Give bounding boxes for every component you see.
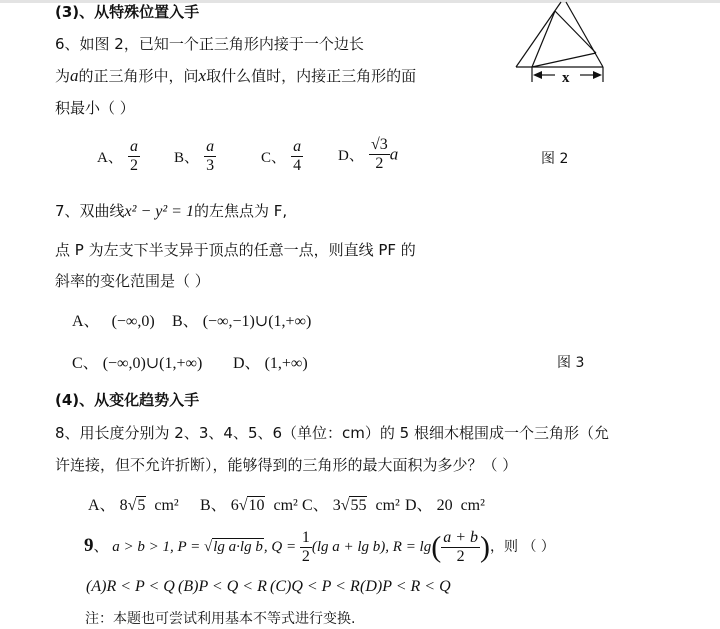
fraction <box>128 138 140 175</box>
numerator: a <box>129 138 138 155</box>
q8-option-c[interactable] <box>302 492 400 515</box>
numerator: a + b <box>443 529 479 547</box>
section-4-heading: (4)、从变化趋势入手 <box>55 391 200 409</box>
var-a: a <box>389 144 399 164</box>
denominator: 2 <box>456 548 465 566</box>
fraction <box>291 138 303 175</box>
option-value: P < Q < R <box>198 578 267 595</box>
unit: cm² <box>460 497 485 514</box>
option-label: A、 <box>88 497 116 514</box>
option-label: B、 <box>200 497 227 514</box>
hyperbola-equation: x² − y² = 1 <box>124 203 194 220</box>
q6-option-c[interactable] <box>261 138 303 175</box>
figure-2-triangle-diagram <box>500 0 620 95</box>
denominator: 4 <box>293 157 302 174</box>
numerator: √3 <box>370 136 388 153</box>
q6-line-3: 积最小（ ） <box>55 99 135 117</box>
option-label: B、 <box>172 313 199 330</box>
square-root: √5 <box>127 497 146 514</box>
option-value: (−∞,0) <box>111 313 155 330</box>
q6-text: 的正三角形中，问 <box>78 67 199 85</box>
figure-2-caption: 图 2 <box>541 151 569 167</box>
unit: cm² <box>273 497 298 514</box>
figure-3-caption: 图 3 <box>557 355 585 371</box>
q9-number: 9 <box>84 535 94 556</box>
numerator: a <box>293 138 302 155</box>
option-value: P < R < Q <box>382 578 451 595</box>
q7-line-2: 点 P 为左支下半支异于顶点的任意一点，则直线 PF 的 <box>55 241 416 259</box>
denominator: 3 <box>206 157 215 174</box>
section-3-heading: (3)、从特殊位置入手 <box>55 3 200 21</box>
q7-text: 的左焦点为 F, <box>193 202 288 220</box>
option-value: (−∞,0)∪(1,+∞) <box>102 355 203 372</box>
paren-close: ) <box>480 530 491 564</box>
option-label: (C) <box>270 578 292 595</box>
option-label: D、 <box>405 497 433 514</box>
coefficient: 6 <box>230 497 239 514</box>
q9-statement <box>84 528 555 566</box>
radicand: 5 <box>137 497 146 514</box>
coefficient: 3 <box>332 497 341 514</box>
unit: cm² <box>375 497 400 514</box>
separator: 、 <box>93 539 109 555</box>
option-value: (−∞,−1)∪(1,+∞) <box>202 313 312 330</box>
radicand: 10 <box>248 497 265 514</box>
coefficient: 8 <box>119 497 128 514</box>
q7-line-3: 斜率的变化范围是（ ） <box>55 272 210 290</box>
q7-option-c[interactable] <box>72 350 202 373</box>
denominator: 2 <box>375 155 384 172</box>
q6-option-b[interactable] <box>174 138 216 175</box>
numerator: 1 <box>301 529 310 547</box>
option-label: C、 <box>261 150 287 166</box>
option-value: R < P < Q <box>106 578 175 595</box>
q9-tail: ，则 （ ） <box>490 539 555 555</box>
q9-option-c[interactable] <box>270 578 360 596</box>
var-x: x <box>198 66 207 85</box>
q6-line-1: 6、如图 2，已知一个正三角形内接于一个边长 <box>55 35 364 53</box>
option-label: C、 <box>72 355 99 372</box>
radicand: 55 <box>350 497 367 514</box>
paren-open: ( <box>431 530 442 564</box>
q6-text: 为 <box>55 67 71 85</box>
option-label: (D) <box>360 578 383 595</box>
option-label: C、 <box>302 497 329 514</box>
q9-option-d[interactable] <box>360 578 451 596</box>
q6-option-a[interactable] <box>97 138 140 175</box>
q9-option-b[interactable] <box>178 578 267 596</box>
fraction-half <box>300 529 312 566</box>
denominator: 2 <box>301 548 310 566</box>
q8-option-a[interactable] <box>88 492 179 515</box>
option-label: A、 <box>97 150 123 166</box>
q8-line-1: 8、用长度分别为 2、3、4、5、6（单位：cm）的 5 根细木棍围成一个三角形（允 <box>55 424 609 442</box>
square-root: √lg a·lg b <box>204 539 263 555</box>
q8-line-2: 许连接，但不允许折断），能够得到的三角形的最大面积为多少？（ ） <box>55 456 518 474</box>
denominator: 2 <box>129 157 138 174</box>
q7-line-1 <box>55 201 287 222</box>
q6-text: 取什么值时，内接正三角形的面 <box>206 67 417 85</box>
option-label: D、 <box>233 355 261 372</box>
coefficient: 20 <box>436 497 453 514</box>
numerator: a <box>206 138 215 155</box>
q7-option-a[interactable] <box>72 308 155 331</box>
q7-text: 7、双曲线 <box>55 202 125 220</box>
unit: cm² <box>154 497 179 514</box>
option-value: Q < P < R <box>291 578 360 595</box>
q7-option-b[interactable] <box>172 308 311 331</box>
q8-option-b[interactable] <box>200 492 298 515</box>
fraction <box>204 138 216 175</box>
fraction <box>369 136 390 173</box>
option-label: D、 <box>338 148 364 164</box>
q9-q-body: (lg a + lg b), R = lg <box>311 539 432 555</box>
q9-option-a[interactable] <box>86 578 175 596</box>
figure-2-x-label: x <box>562 70 570 86</box>
var-a: a <box>70 66 79 85</box>
option-label: (A) <box>86 578 107 595</box>
q9-condition: a > b > 1, P = <box>112 539 205 555</box>
q8-option-d[interactable] <box>405 492 485 515</box>
option-label: A、 <box>72 313 100 330</box>
q6-line-2 <box>55 66 416 86</box>
q9-q-def: , Q = <box>263 539 300 555</box>
square-root: √55 <box>340 497 367 514</box>
radicand: lg a·lg b <box>213 539 263 555</box>
square-root: √10 <box>238 497 265 514</box>
option-value: (1,+∞) <box>264 355 308 372</box>
option-label: (B) <box>178 578 199 595</box>
fraction-mean <box>441 529 480 566</box>
q6-option-d[interactable] <box>338 136 398 173</box>
q9-note: 注：本题也可尝试利用基本不等式进行变换. <box>85 611 356 627</box>
option-label: B、 <box>174 150 200 166</box>
q7-option-d[interactable] <box>233 350 308 373</box>
